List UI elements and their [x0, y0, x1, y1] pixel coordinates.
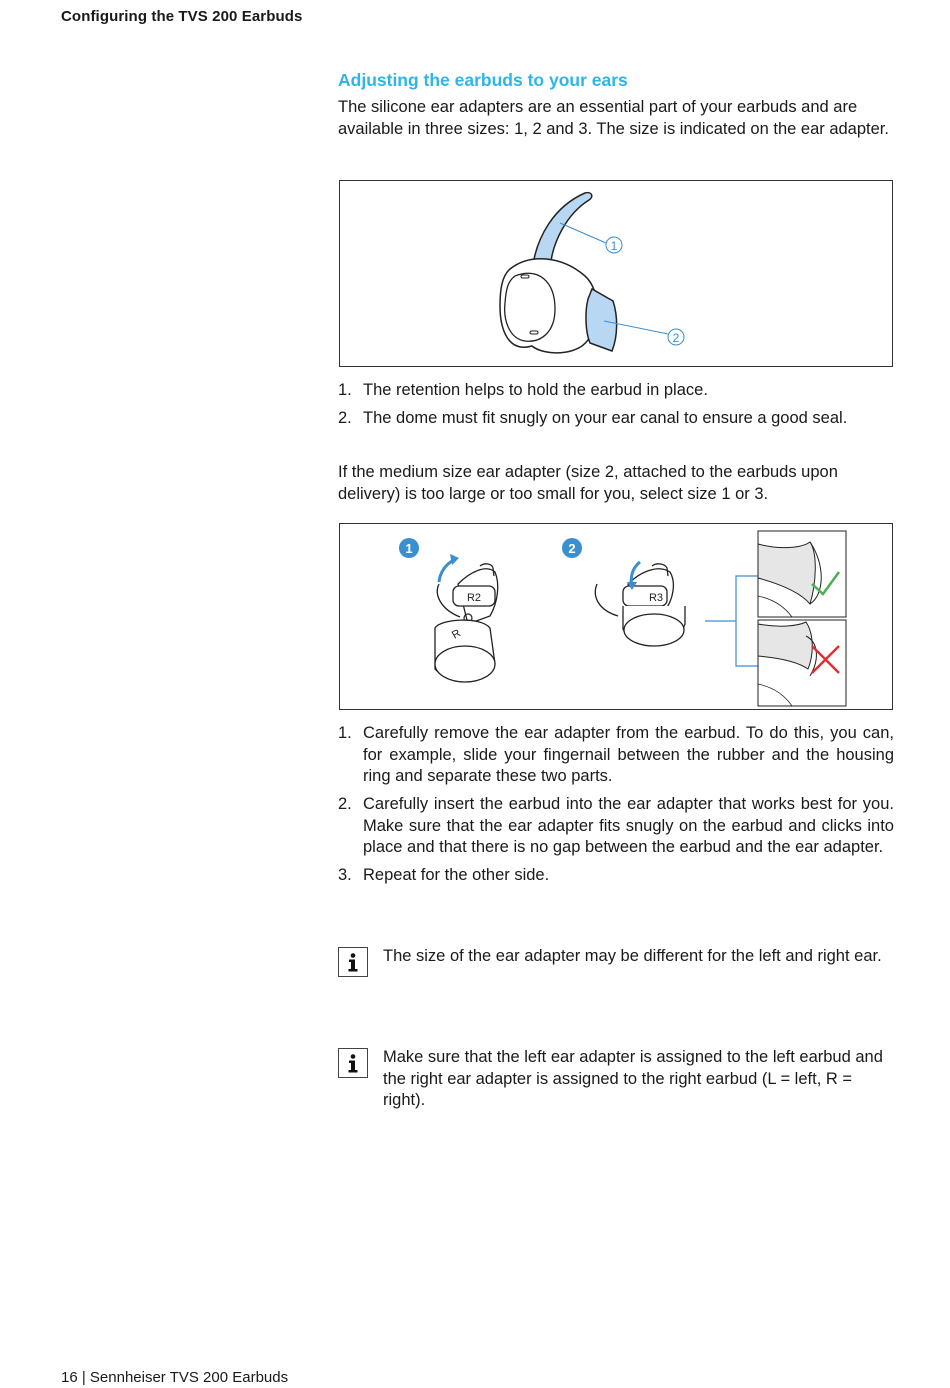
ear-dome — [586, 289, 617, 351]
info-icon — [338, 947, 368, 977]
svg-text:R2: R2 — [466, 592, 482, 604]
section-heading: Adjusting the earbuds to your ears — [338, 70, 628, 90]
list-item: 1. Carefully remove the ear adapter from the earbud. To do this, you can, for example, slide your fingernail between the rubber and the housing ring and separate these two parts. — [338, 724, 894, 785]
earbud-step-2 — [595, 562, 685, 646]
adapter-steps-list — [338, 723, 894, 893]
list-item: 1. The retention helps to hold the earbud in place. — [338, 381, 708, 399]
list-item: 2. The dome must fit snugly on your ear canal to ensure a good seal. — [338, 409, 848, 427]
svg-text:1: 1 — [610, 239, 618, 253]
page-footer: 16 | Sennheiser TVS 200 Earbuds — [61, 1369, 289, 1386]
note-text: Make sure that the left ear adapter is assigned to the left earbud and the right ear adapter is assigned to the right earbud (L = left, R = right). — [383, 1048, 883, 1109]
bad-fit-panel — [758, 620, 846, 706]
svg-text:2: 2 — [672, 331, 680, 345]
svg-text:1: 1 — [405, 541, 413, 556]
note-text: The size of the ear adapter may be different for the left and right ear. — [383, 947, 882, 965]
retention-list — [338, 380, 894, 436]
good-fit-panel — [758, 531, 846, 617]
earbud-step-1 — [435, 554, 498, 682]
info-icon — [338, 1048, 368, 1078]
info-note — [338, 946, 894, 968]
info-note — [338, 1047, 894, 1112]
svg-text:2: 2 — [568, 541, 576, 556]
intro-paragraph: The silicone ear adapters are an essential part of your earbuds and are available in three sizes: 1, 2 and 3. The size is indicated on the ear adapter. — [338, 98, 889, 138]
size-paragraph: If the medium size ear adapter (size 2, attached to the earbuds upon delivery) is too large or too small for you, select size 1 or 3. — [338, 463, 838, 503]
svg-text:R: R — [450, 627, 463, 642]
svg-text:R3: R3 — [648, 592, 664, 604]
adapter-change-diagram — [339, 523, 893, 710]
list-item: 2. Carefully insert the earbud into the ear adapter that works best for you. Make sure that the ear adapter fits snugly on the earbud and clicks into place and that there is no gap between the earbud and the ear adapter. — [338, 795, 894, 856]
earbud-diagram — [339, 180, 893, 367]
list-item: 3. Repeat for the other side. — [338, 866, 550, 884]
running-header: Configuring the TVS 200 Earbuds — [61, 8, 303, 25]
